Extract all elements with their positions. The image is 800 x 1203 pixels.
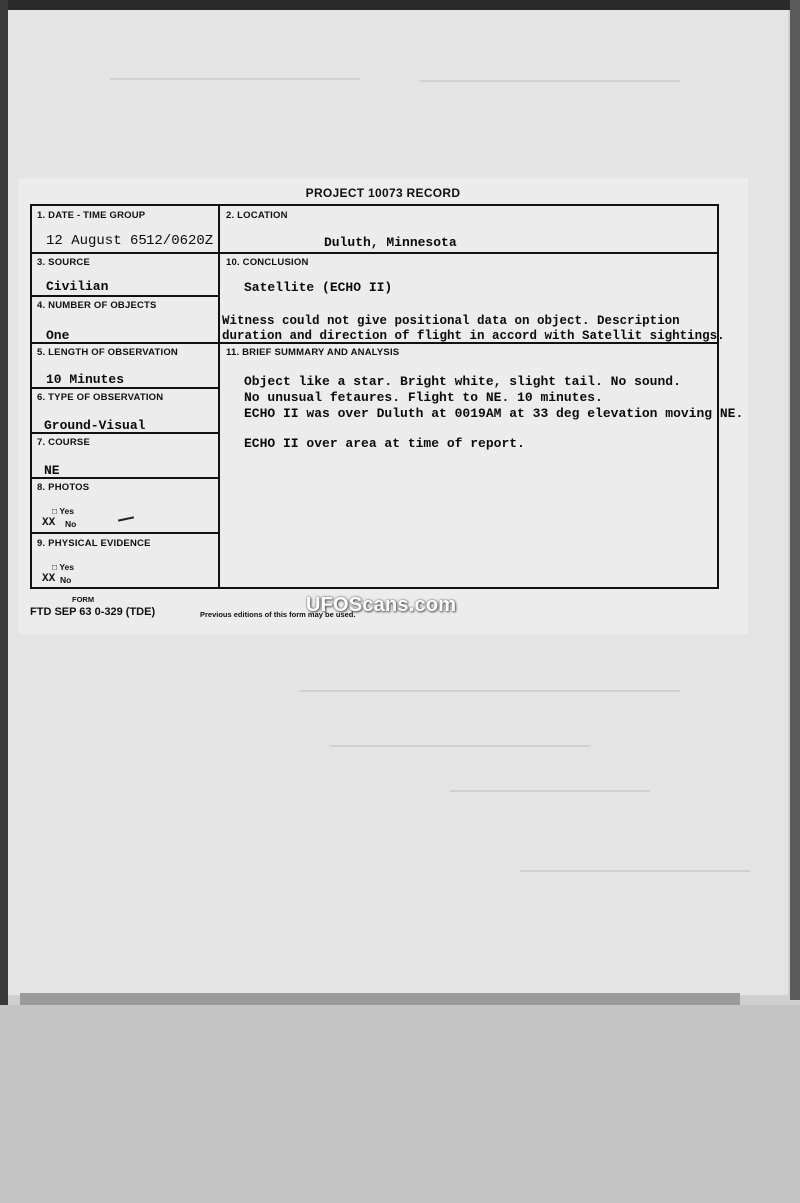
bleed-through-line (300, 690, 680, 692)
column-divider (218, 206, 220, 587)
lower-page (0, 1005, 800, 1203)
bleed-through-line (450, 790, 650, 792)
evidence-yes-label: Yes (59, 562, 74, 572)
record-title: PROJECT 10073 RECORD (305, 186, 461, 200)
photos-no-label: No (65, 519, 77, 529)
conclusion-label: 10. CONCLUSION (226, 257, 309, 268)
length-of-observation-value: 10 Minutes (46, 372, 125, 387)
photos-label: 8. PHOTOS (37, 482, 90, 493)
number-of-objects-label: 4. NUMBER OF OBJECTS (37, 300, 157, 311)
evidence-no-label: No (60, 575, 72, 585)
scan-edge-top (0, 0, 800, 10)
form-word: FORM (72, 595, 95, 604)
course-label: 7. COURSE (37, 437, 91, 448)
summary-line-3: ECHO II was over Duluth at 0019AM at 33 deg elevation moving NE. (244, 406, 744, 421)
summary-line-1: Object like a star. Bright white, slight tail. No sound. (244, 374, 681, 389)
source-value: Civilian (46, 279, 109, 294)
form-notice: Previous editions of this form may be used. (200, 610, 356, 619)
bleed-through-line (520, 870, 750, 872)
date-time-group-label: 1. DATE - TIME GROUP (37, 210, 146, 221)
summary-line-2: No unusual fetaures. Flight to NE. 10 minutes. (244, 390, 603, 405)
type-of-observation-label: 6. TYPE OF OBSERVATION (37, 392, 164, 403)
date-value: 12 August 65 (46, 233, 147, 249)
evidence-yes-checkbox: □ Yes (52, 562, 74, 572)
location-label: 2. LOCATION (226, 210, 288, 221)
bleed-through-line (330, 745, 590, 747)
bleed-through-line (110, 78, 360, 80)
photos-yes-checkbox: □ Yes (52, 506, 74, 516)
conclusion-note-line-1: Witness could not give positional data on object. Description (222, 314, 680, 328)
record-card (18, 178, 748, 634)
course-value: NE (44, 463, 60, 478)
watermark: UFOScans.com (306, 594, 457, 616)
row-divider (32, 532, 219, 534)
summary-label: 11. BRIEF SUMMARY AND ANALYSIS (226, 347, 400, 358)
physical-evidence-label: 9. PHYSICAL EVIDENCE (37, 538, 151, 549)
row-divider (32, 477, 219, 479)
row-divider (32, 295, 219, 297)
summary-line-4: ECHO II over area at time of report. (244, 436, 525, 451)
row-divider (32, 252, 719, 254)
type-of-observation-value: Ground-Visual (44, 418, 146, 433)
time-value: 12/0620Z (146, 233, 214, 249)
photos-no-mark: XX (42, 517, 56, 529)
photos-yes-label: Yes (59, 506, 74, 516)
scan-edge-right (790, 0, 800, 1000)
conclusion-value: Satellite (ECHO II) (244, 280, 393, 295)
pen-stroke (118, 516, 134, 521)
row-divider (32, 387, 219, 389)
form-id: FTD SEP 63 0-329 (TDE) (30, 606, 156, 618)
record-form (30, 204, 744, 589)
sheet-shadow (20, 993, 740, 1005)
bleed-through-line (420, 80, 680, 82)
conclusion-note-line-2: duration and direction of flight in accord with Satellit sightings. (222, 329, 725, 343)
length-of-observation-label: 5. LENGTH OF OBSERVATION (37, 347, 178, 358)
evidence-no-mark: XX (42, 573, 56, 585)
location-value: Duluth, Minnesota (324, 235, 457, 250)
number-of-objects-value: One (46, 328, 70, 343)
source-label: 3. SOURCE (37, 257, 91, 268)
